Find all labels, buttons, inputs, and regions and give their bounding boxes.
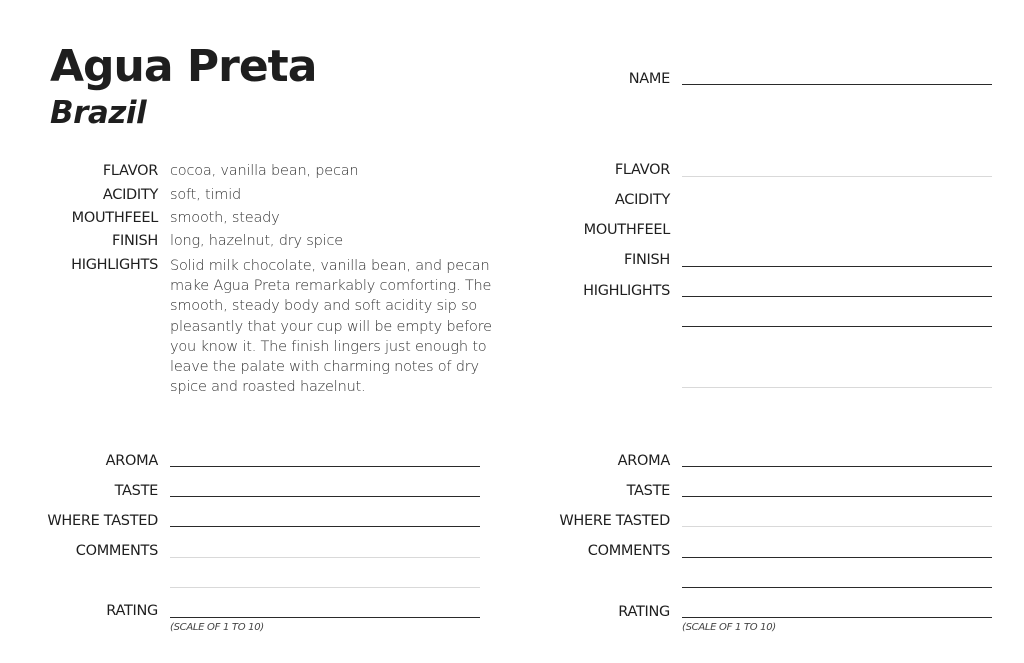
coffee-origin: Brazil bbox=[50, 95, 147, 131]
comments-line[interactable] bbox=[170, 557, 480, 558]
aroma-label: AROMA bbox=[105, 453, 158, 469]
right-aroma-line[interactable] bbox=[682, 466, 992, 467]
right-flavor-label: FLAVOR bbox=[614, 162, 670, 178]
highlights-line: spice and roasted hazelnut. bbox=[170, 379, 366, 396]
acidity-value: soft, timid bbox=[170, 187, 242, 203]
right-highlights-label: HIGHLIGHTS bbox=[583, 283, 670, 299]
highlights-line: make Agua Preta remarkably comforting. The bbox=[170, 278, 492, 295]
rating-scale-note: (SCALE OF 1 TO 10) bbox=[170, 622, 264, 633]
right-highlights-line-2[interactable] bbox=[682, 326, 992, 327]
right-where-tasted-label: WHERE TASTED bbox=[559, 513, 670, 529]
highlights-line: you know it. The finish lingers just enough to bbox=[170, 338, 487, 355]
name-line[interactable] bbox=[682, 84, 992, 85]
highlights-line: pleasantly that your cup will be empty before bbox=[170, 318, 492, 335]
where-tasted-label: WHERE TASTED bbox=[47, 513, 158, 529]
right-rating-label: RATING bbox=[618, 604, 670, 620]
right-where-tasted-line[interactable] bbox=[682, 526, 992, 527]
right-rating-scale-note: (SCALE OF 1 TO 10) bbox=[682, 622, 776, 633]
acidity-label: ACIDITY bbox=[102, 187, 158, 203]
right-aroma-label: AROMA bbox=[617, 453, 670, 469]
coffee-title: Agua Preta bbox=[50, 41, 317, 92]
taste-line[interactable] bbox=[170, 496, 480, 497]
flavor-value: cocoa, vanilla bean, pecan bbox=[170, 163, 359, 179]
right-highlights-line-3[interactable] bbox=[682, 387, 992, 388]
right-taste-label: TASTE bbox=[626, 483, 670, 499]
aroma-line[interactable] bbox=[170, 466, 480, 467]
highlights-line: smooth, steady body and soft acidity sip so bbox=[170, 298, 478, 315]
comments-line-2[interactable] bbox=[170, 587, 480, 588]
right-finish-line[interactable] bbox=[682, 266, 992, 267]
highlights-label: HIGHLIGHTS bbox=[71, 257, 158, 273]
right-highlights-line[interactable] bbox=[682, 296, 992, 297]
right-mouthfeel-label: MOUTHFEEL bbox=[583, 222, 670, 238]
right-acidity-label: ACIDITY bbox=[614, 192, 670, 208]
comments-label: COMMENTS bbox=[75, 543, 158, 559]
where-tasted-line[interactable] bbox=[170, 526, 480, 527]
right-comments-line-2[interactable] bbox=[682, 587, 992, 588]
finish-value: long, hazelnut, dry spice bbox=[170, 233, 343, 249]
highlights-text bbox=[170, 256, 490, 397]
right-rating-line[interactable] bbox=[682, 617, 992, 618]
right-comments-label: COMMENTS bbox=[587, 543, 670, 559]
right-finish-label: FINISH bbox=[623, 252, 670, 268]
right-flavor-line[interactable] bbox=[682, 176, 992, 177]
taste-label: TASTE bbox=[114, 483, 158, 499]
rating-line[interactable] bbox=[170, 617, 480, 618]
name-label: NAME bbox=[628, 71, 670, 87]
right-comments-line[interactable] bbox=[682, 557, 992, 558]
finish-label: FINISH bbox=[111, 233, 158, 249]
flavor-label: FLAVOR bbox=[102, 163, 158, 179]
highlights-line: leave the palate with charming notes of dry bbox=[170, 359, 479, 376]
right-taste-line[interactable] bbox=[682, 496, 992, 497]
highlights-line: Solid milk chocolate, vanilla bean, and pecan bbox=[170, 258, 490, 274]
mouthfeel-label: MOUTHFEEL bbox=[71, 210, 158, 226]
mouthfeel-value: smooth, steady bbox=[170, 210, 280, 226]
rating-label: RATING bbox=[106, 603, 158, 619]
